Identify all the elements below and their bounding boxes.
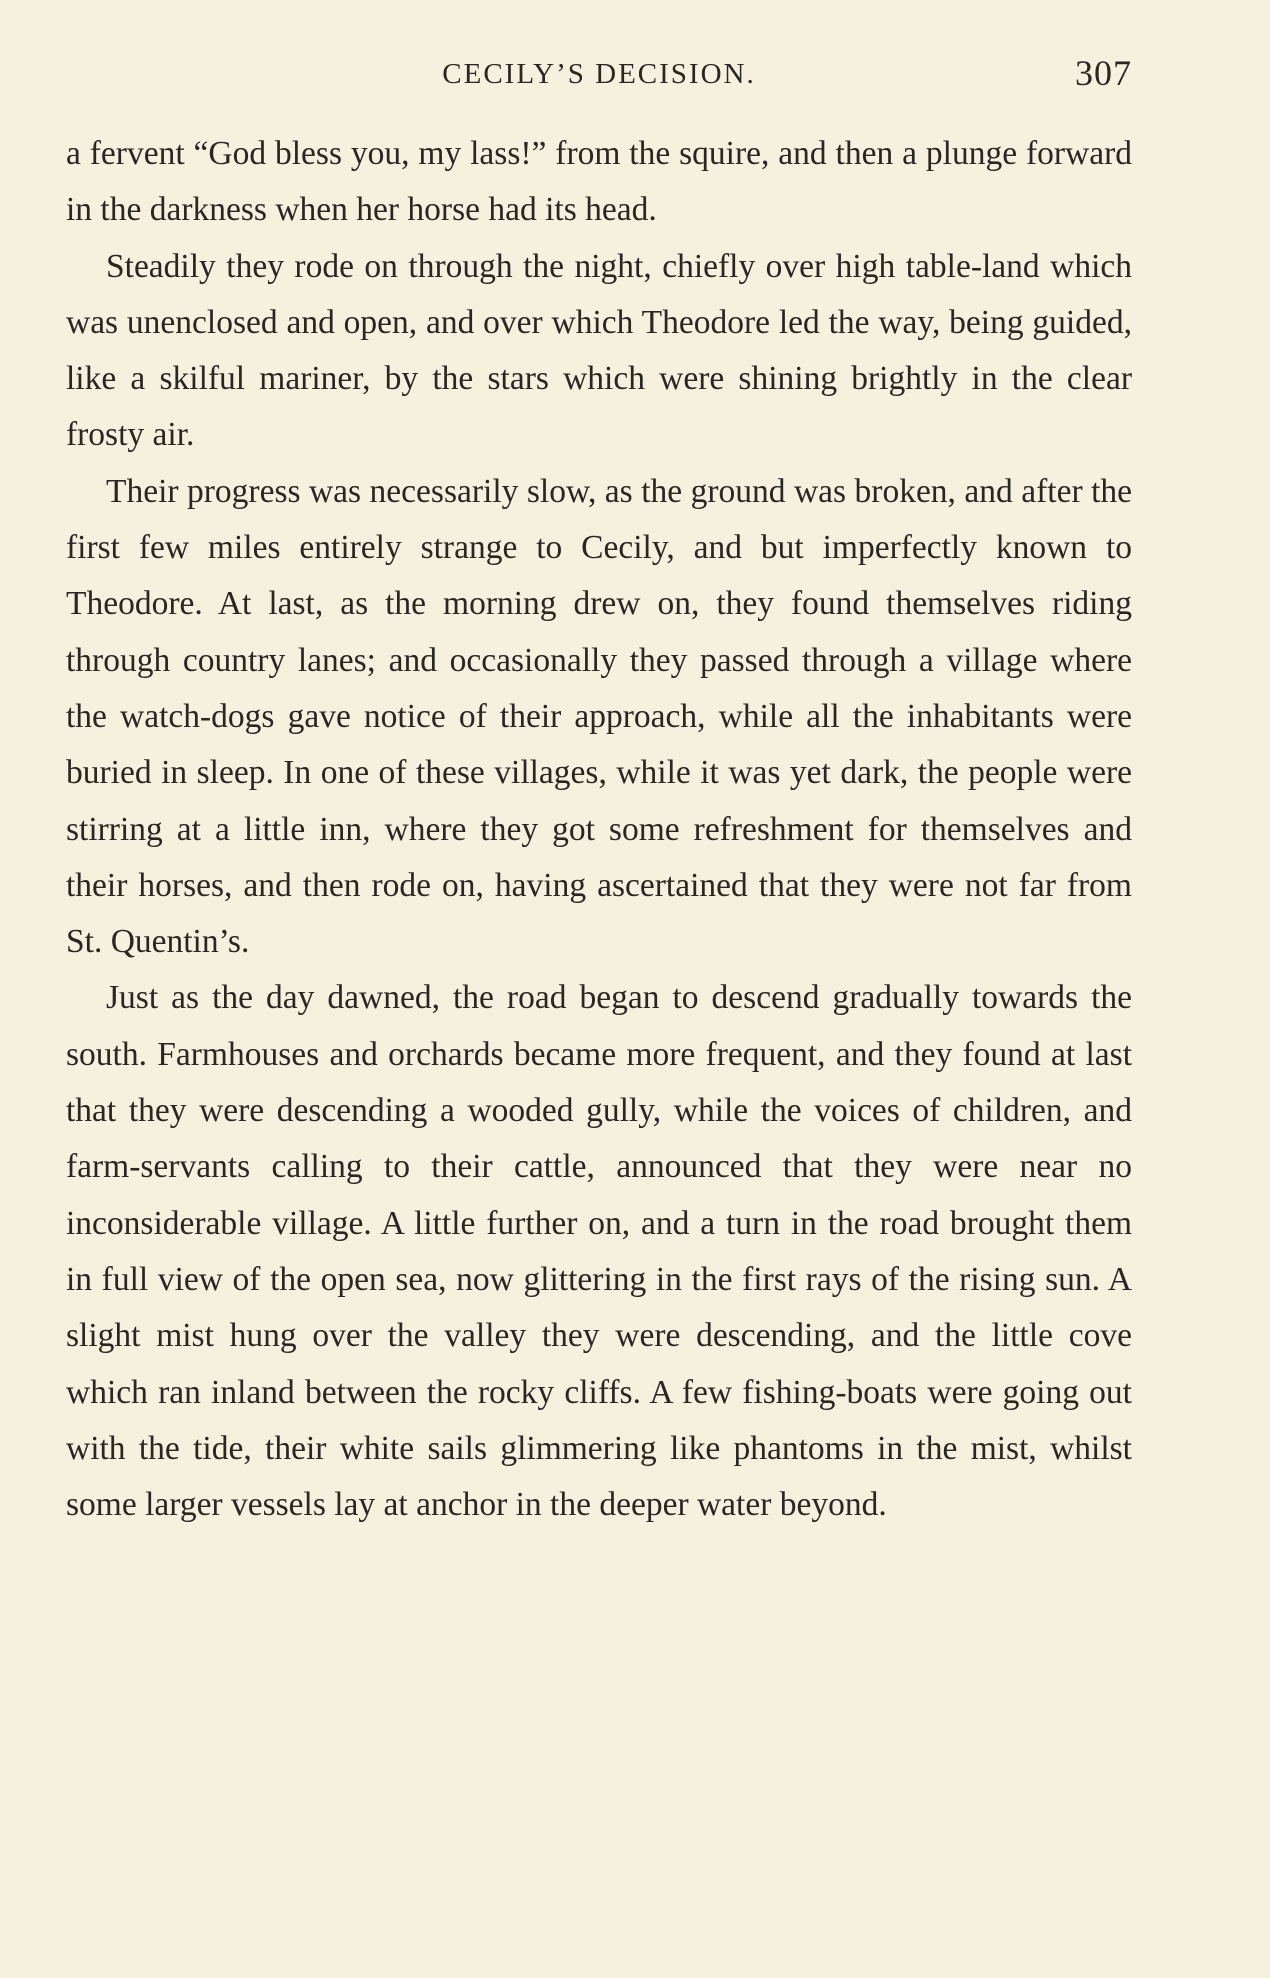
running-head bbox=[66, 52, 1132, 102]
paragraph: Steadily they rode on through the night, chiefly over high table-land which was unenclosed and open, and over which Theodore led the way, being guided, like a skilful mariner, by the stars which were shining brightly in the clear frosty air. bbox=[66, 247, 1132, 454]
body-text bbox=[66, 126, 1132, 1533]
paragraph: Just as the day dawned, the road began to descend gradually towards the south. Farmhouses and orchards became more frequent, and they found at last that they were descending a wooded gully, while the voices of children, and farm-servants calling to their cattle, announced that they were near no inconsiderable village. A little further on, and a turn in the road brought them in full view of the open sea, now glittering in the first rays of the rising sun. A slight mist hung over the valley they were descending, and the little cove which ran inland between the rocky cliffs. A few fishing-boats were going out with the tide, their white sails glimmering like phantoms in the mist, whilst some larger vessels lay at anchor in the deeper water beyond. bbox=[66, 979, 1132, 1524]
page-number: 307 bbox=[1075, 53, 1132, 93]
paragraph-continued: a fervent “God bless you, my lass!” from the squire, and then a plunge forward in the darkness when her horse had its head. bbox=[66, 135, 1132, 229]
running-title: CECILY’S DECISION. bbox=[442, 58, 756, 90]
paragraph: Their progress was necessarily slow, as the ground was broken, and after the first few miles entirely strange to Cecily, and but imperfectly known to Theodore. At last, as the morning drew on, they found themselves riding through country lanes; and occasionally they passed through a village where the watch-dogs gave notice of their approach, while all the inhabitants were buried in sleep. In one of these villages, while it was yet dark, the people were stirring at a little inn, where they got some refreshment for themselves and their horses, and then rode on, having ascertained that they were not far from St. Quentin’s. bbox=[66, 472, 1132, 961]
